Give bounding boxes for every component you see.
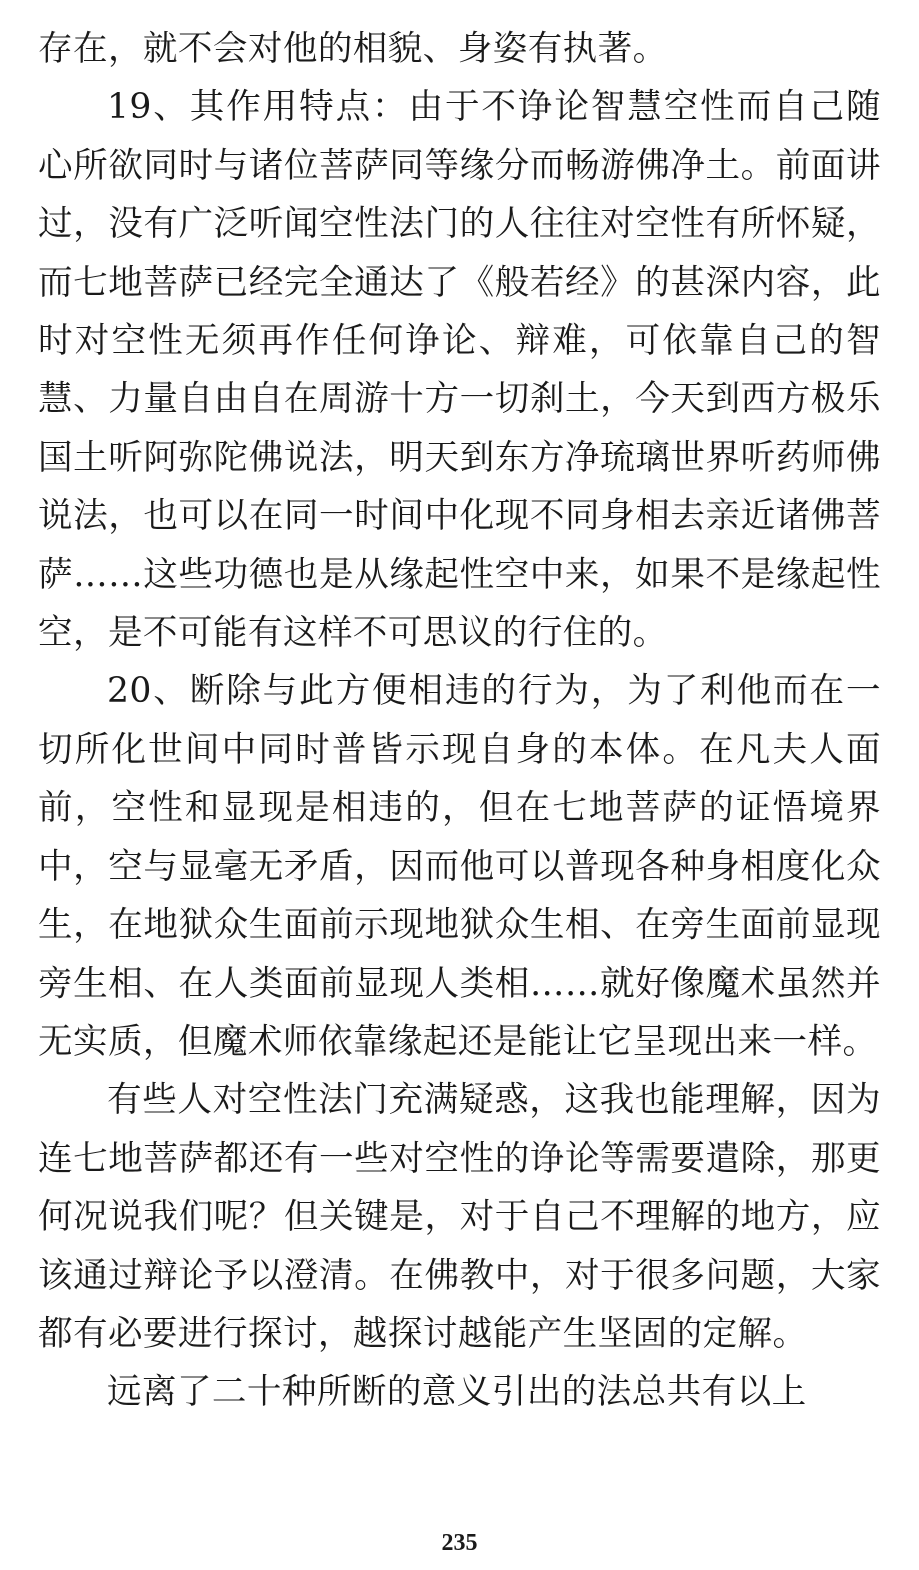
paragraph-closing: 远离了二十种所断的意义引出的法总共有以上 (107, 1372, 807, 1413)
page-body (38, 20, 881, 1422)
paragraph-continuation: 存在，就不会对他的相貌、身姿有执著。 (38, 29, 668, 69)
paragraph-item-20: 20、断除与此方便相违的行为，为了利他而在一切所化世间中同时普皆示现自身的本体。在凡夫人面前，空性和显现是相违的，但在七地菩萨的证悟境界中，空与显毫无矛盾，因而他可以普现各种身相度化众生，在地狱众生面前示现地狱众生相、在旁生面前显现旁生相、在人类面前显现人类相……就好像魔术虽然并无实质，但魔术师依靠缘起还是能让它呈现出来一样。 (38, 671, 881, 1062)
paragraph-item-19: 19、其作用特点：由于不诤论智慧空性而自己随心所欲同时与诸位菩萨同等缘分而畅游佛净土。前面讲过，没有广泛听闻空性法门的人往往对空性有所怀疑，而七地菩萨已经完全通达了《般若经》的甚深内容，此时对空性无须再作任何诤论、辩难，可依靠自己的智慧、力量自由自在周游十方一切刹土，今天到西方极乐国土听阿弥陀佛说法，明天到东方净琉璃世界听药师佛说法，也可以在同一时间中化现不同身相去亲近诸佛菩萨……这些功德也是从缘起性空中来，如果不是缘起性空，是不可能有这样不可思议的行住的。 (38, 87, 881, 654)
paragraph-commentary: 有些人对空性法门充满疑惑，这我也能理解，因为连七地菩萨都还有一些对空性的诤论等需要遣除，那更何况说我们呢？但关键是，对于自己不理解的地方，应该通过辩论予以澄清。在佛教中，对于很多问题，大家都有必要进行探讨，越探讨越能产生坚固的定解。 (38, 1080, 881, 1354)
page-number: 235 (441, 1530, 478, 1556)
